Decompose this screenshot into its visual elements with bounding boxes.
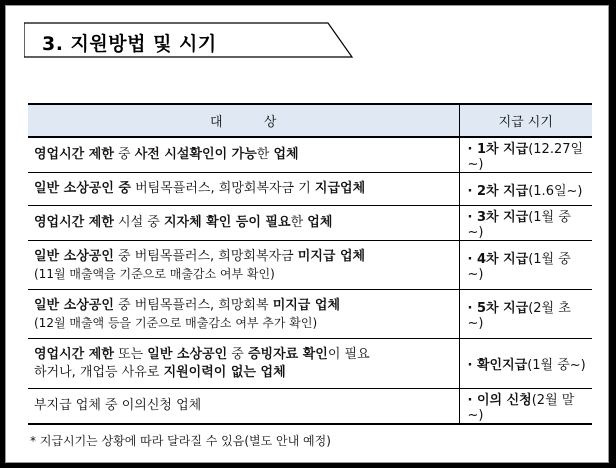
- text-segment: 시설 중: [113, 215, 164, 230]
- text-segment: 일반 소상공인: [34, 298, 114, 313]
- target-line: [34, 364, 453, 382]
- text-segment: 지자체 확인 등이 필요: [163, 215, 291, 230]
- timing-cell: [459, 206, 592, 241]
- text-segment: 이 필요: [327, 346, 370, 362]
- text-segment: (12.27일~): [467, 142, 584, 172]
- text-segment: 중 버팀목플러스, 희망회복: [113, 298, 273, 313]
- target-line: [34, 297, 453, 315]
- text-segment: 업체: [307, 215, 333, 230]
- text-segment: (1월 중~): [527, 358, 586, 373]
- text-segment: 중: [113, 147, 135, 162]
- table-row: [28, 389, 592, 425]
- table-header-row: [28, 104, 592, 137]
- target-line: [34, 397, 453, 415]
- text-segment: 영업시간 제한: [34, 215, 114, 230]
- target-cell: [28, 173, 459, 206]
- target-cell: [28, 290, 459, 339]
- timing-cell: [459, 339, 592, 389]
- target-line: [34, 248, 453, 266]
- text-segment: 지급업체: [314, 181, 366, 196]
- header-target: 대 상: [28, 104, 459, 137]
- text-segment: 중 버팀목플러스, 희망회복자금: [113, 249, 298, 264]
- text-segment: 또는: [113, 346, 148, 362]
- text-segment: 중: [227, 346, 248, 362]
- document-page: [5, 5, 609, 463]
- text-segment: 버팀목플러스, 희망회복자금 기: [130, 181, 315, 196]
- text-segment: 증빙자료 확인: [247, 346, 328, 362]
- text-segment: 일반 소상공인: [147, 346, 228, 362]
- timing-cell: [459, 137, 592, 173]
- text-segment: · 3차 지급: [467, 210, 529, 225]
- text-segment: 하거나, 개업등 사유로: [34, 364, 164, 380]
- header-timing: 지급 시기: [459, 104, 592, 137]
- text-segment: · 이의 신청: [467, 393, 532, 408]
- text-segment: · 2차 지급: [467, 183, 529, 199]
- target-line: [34, 180, 453, 198]
- text-segment: (2월 말~): [467, 393, 575, 423]
- footnote: * 지급시기는 상황에 따라 달라질 수 있음(별도 안내 예정): [30, 434, 331, 448]
- text-segment: · 1차 지급: [467, 142, 529, 157]
- text-segment: 한: [290, 215, 308, 230]
- text-segment: 일반 소상공인 중: [34, 181, 131, 196]
- text-segment: (1월 중~): [467, 252, 571, 282]
- target-line: [34, 146, 453, 164]
- timing-cell: [459, 241, 592, 290]
- target-line: [34, 346, 453, 364]
- text-segment: 업체: [273, 147, 299, 162]
- text-segment: 영업시간 제한: [34, 346, 114, 362]
- text-segment: 미지급 업체: [272, 298, 341, 313]
- table-row: [28, 173, 592, 206]
- table-row: [28, 290, 592, 339]
- timing-cell: [459, 173, 592, 206]
- timing-cell: [459, 290, 592, 339]
- text-segment: 사전 시설확인이 가능: [134, 147, 257, 162]
- target-cell: [28, 137, 459, 173]
- target-cell: [28, 206, 459, 241]
- text-segment: 부지급 업체 중 이의신청 업체: [34, 398, 202, 413]
- target-line: [34, 214, 453, 232]
- text-segment: (1월 중~): [467, 210, 571, 240]
- target-note: (12월 매출액 등을 기준으로 매출감소 여부 추가 확인): [34, 316, 318, 330]
- timing-cell: [459, 389, 592, 425]
- section-title: 3. 지원방법 및 시기: [42, 33, 217, 55]
- text-segment: 한: [256, 147, 274, 162]
- target-cell: [28, 389, 459, 425]
- text-segment: · 4차 지급: [467, 252, 529, 267]
- text-segment: (1.6일~): [528, 183, 583, 199]
- text-segment: 영업시간 제한: [34, 147, 114, 162]
- text-segment: 지원이력이 없는 업체: [163, 364, 286, 380]
- support-schedule-table: [28, 103, 592, 425]
- text-segment: · 5차 지급: [467, 301, 529, 316]
- text-segment: 일반 소상공인: [34, 249, 114, 264]
- table-row: [28, 241, 592, 290]
- text-segment: (2월 초~): [467, 301, 571, 331]
- table-row: [28, 137, 592, 173]
- table-row: [28, 339, 592, 389]
- text-segment: 미지급 업체: [297, 249, 366, 264]
- target-cell: [28, 241, 459, 290]
- section-title-tab: [24, 22, 354, 58]
- target-cell: [28, 339, 459, 389]
- target-note: (11월 매출액을 기준으로 매출감소 여부 확인): [34, 267, 275, 281]
- text-segment: · 확인지급: [467, 358, 528, 373]
- table-row: [28, 206, 592, 241]
